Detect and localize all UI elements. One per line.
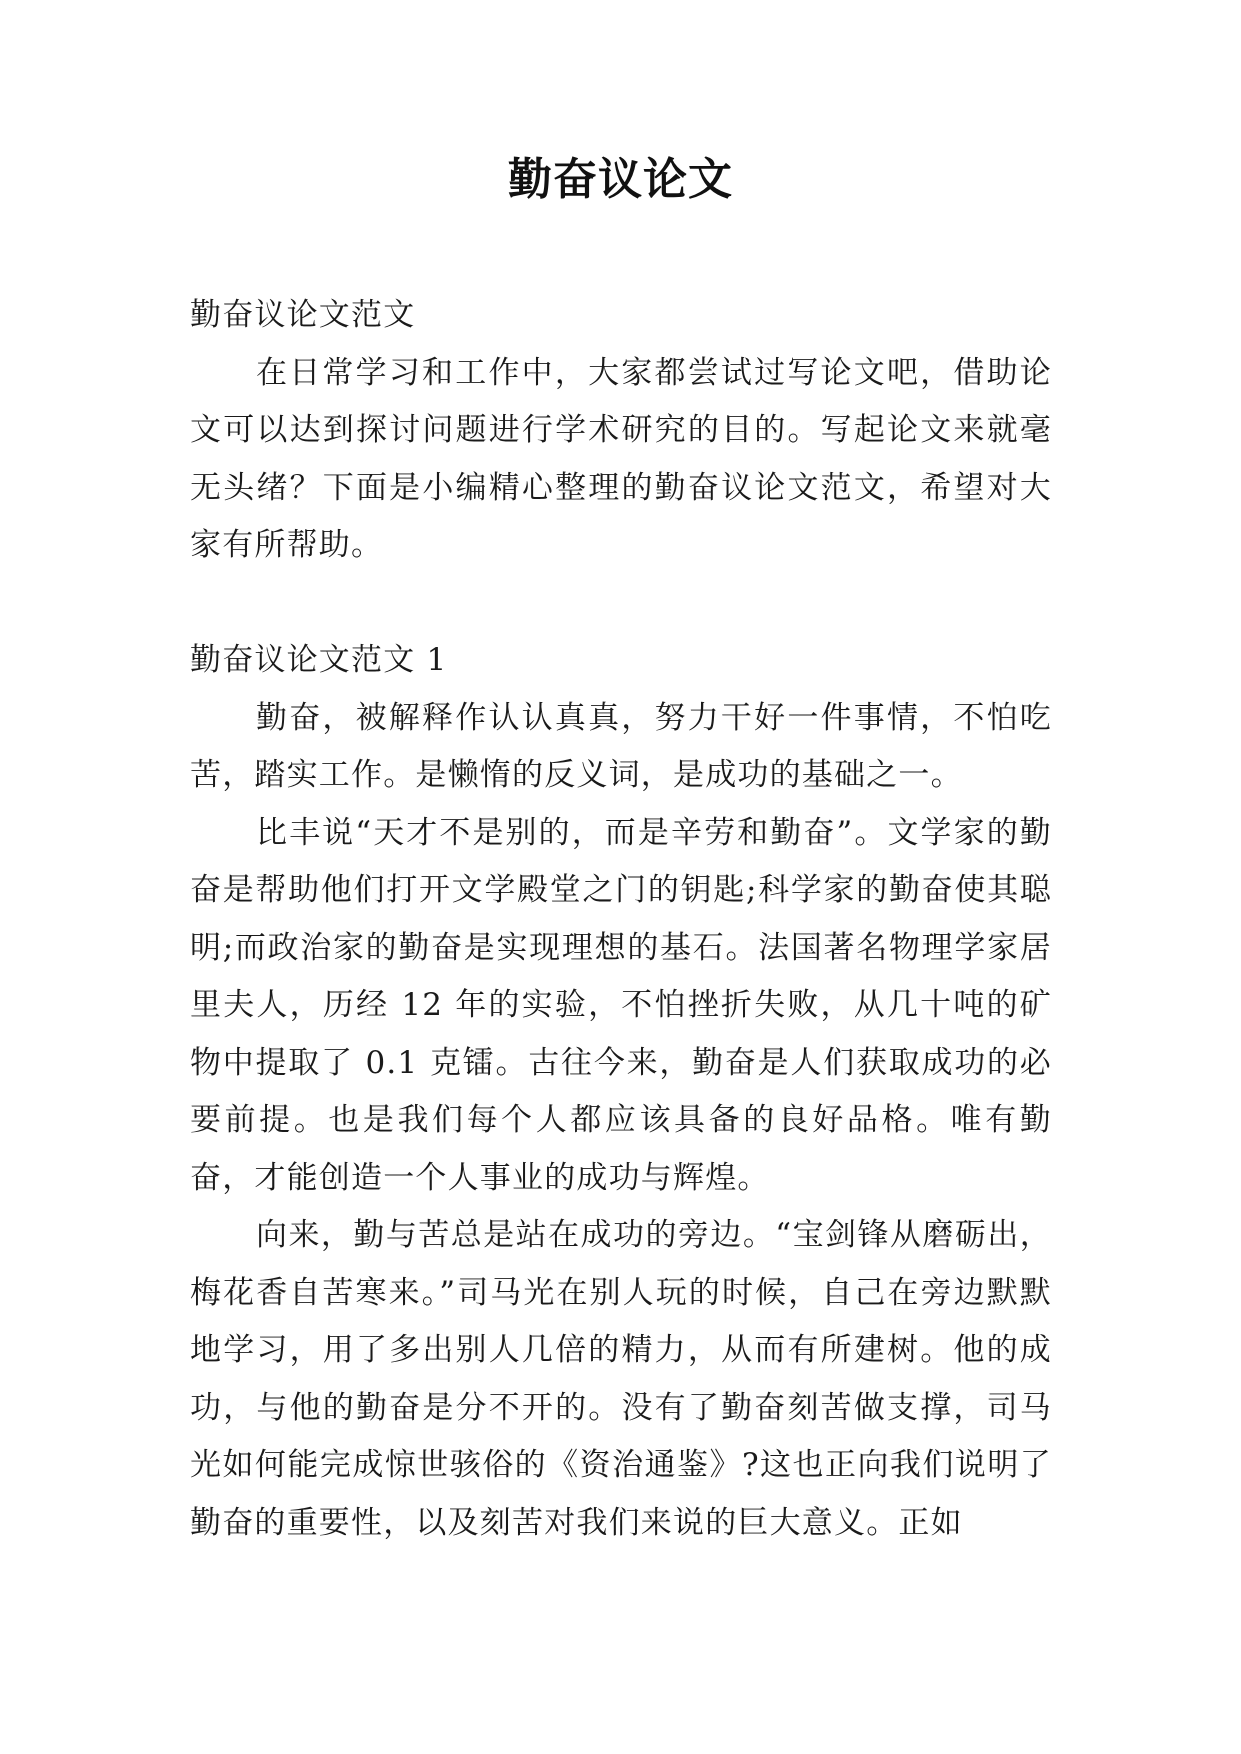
section1-paragraph-2: 比丰说“天才不是别的，而是辛劳和勤奋”。文学家的勤奋是帮助他们打开文学殿堂之门的钥匙;科学家的勤奋使其聪明;而政治家的勤奋是实现理想的基石。法国著名物理学家居里夫人，历经 12 年的实验，不怕挫折失败，从几十吨的矿物中提取了 0.1 克镭。古往今来，勤奋是人们获取成功的必要前提。也是我们每个人都应该具备的良好品格。唯有勤奋，才能创造一个人事业的成功与辉煌。 (190, 814, 1052, 1196)
section1-heading: 勤奋议论文范文 1 (190, 642, 448, 678)
document-body (190, 287, 1052, 1552)
intro-paragraph: 在日常学习和工作中，大家都尝试过写论文吧，借助论文可以达到探讨问题进行学术研究的目的。写起论文来就毫无头绪？下面是小编精心整理的勤奋议论文范文，希望对大家有所帮助。 (190, 354, 1052, 563)
document-title: 勤奋议论文 (508, 154, 733, 205)
intro-heading: 勤奋议论文范文 (190, 297, 416, 333)
section-spacer (190, 575, 1052, 633)
section1-paragraph-3: 向来，勤与苦总是站在成功的旁边。“宝剑锋从磨砺出，梅花香自苦寒来。”司马光在别人玩的时候，自己在旁边默默地学习，用了多出别人几倍的精力，从而有所建树。他的成功，与他的勤奋是分不开的。没有了勤奋刻苦做支撑，司马光如何能完成惊世骇俗的《资治通鉴》?这也正向我们说明了勤奋的重要性，以及刻苦对我们来说的巨大意义。正如 (190, 1217, 1052, 1541)
section1-paragraph-1: 勤奋，被解释作认认真真，努力干好一件事情，不怕吃苦，踏实工作。是懒惰的反义词，是成功的基础之一。 (190, 699, 1052, 793)
